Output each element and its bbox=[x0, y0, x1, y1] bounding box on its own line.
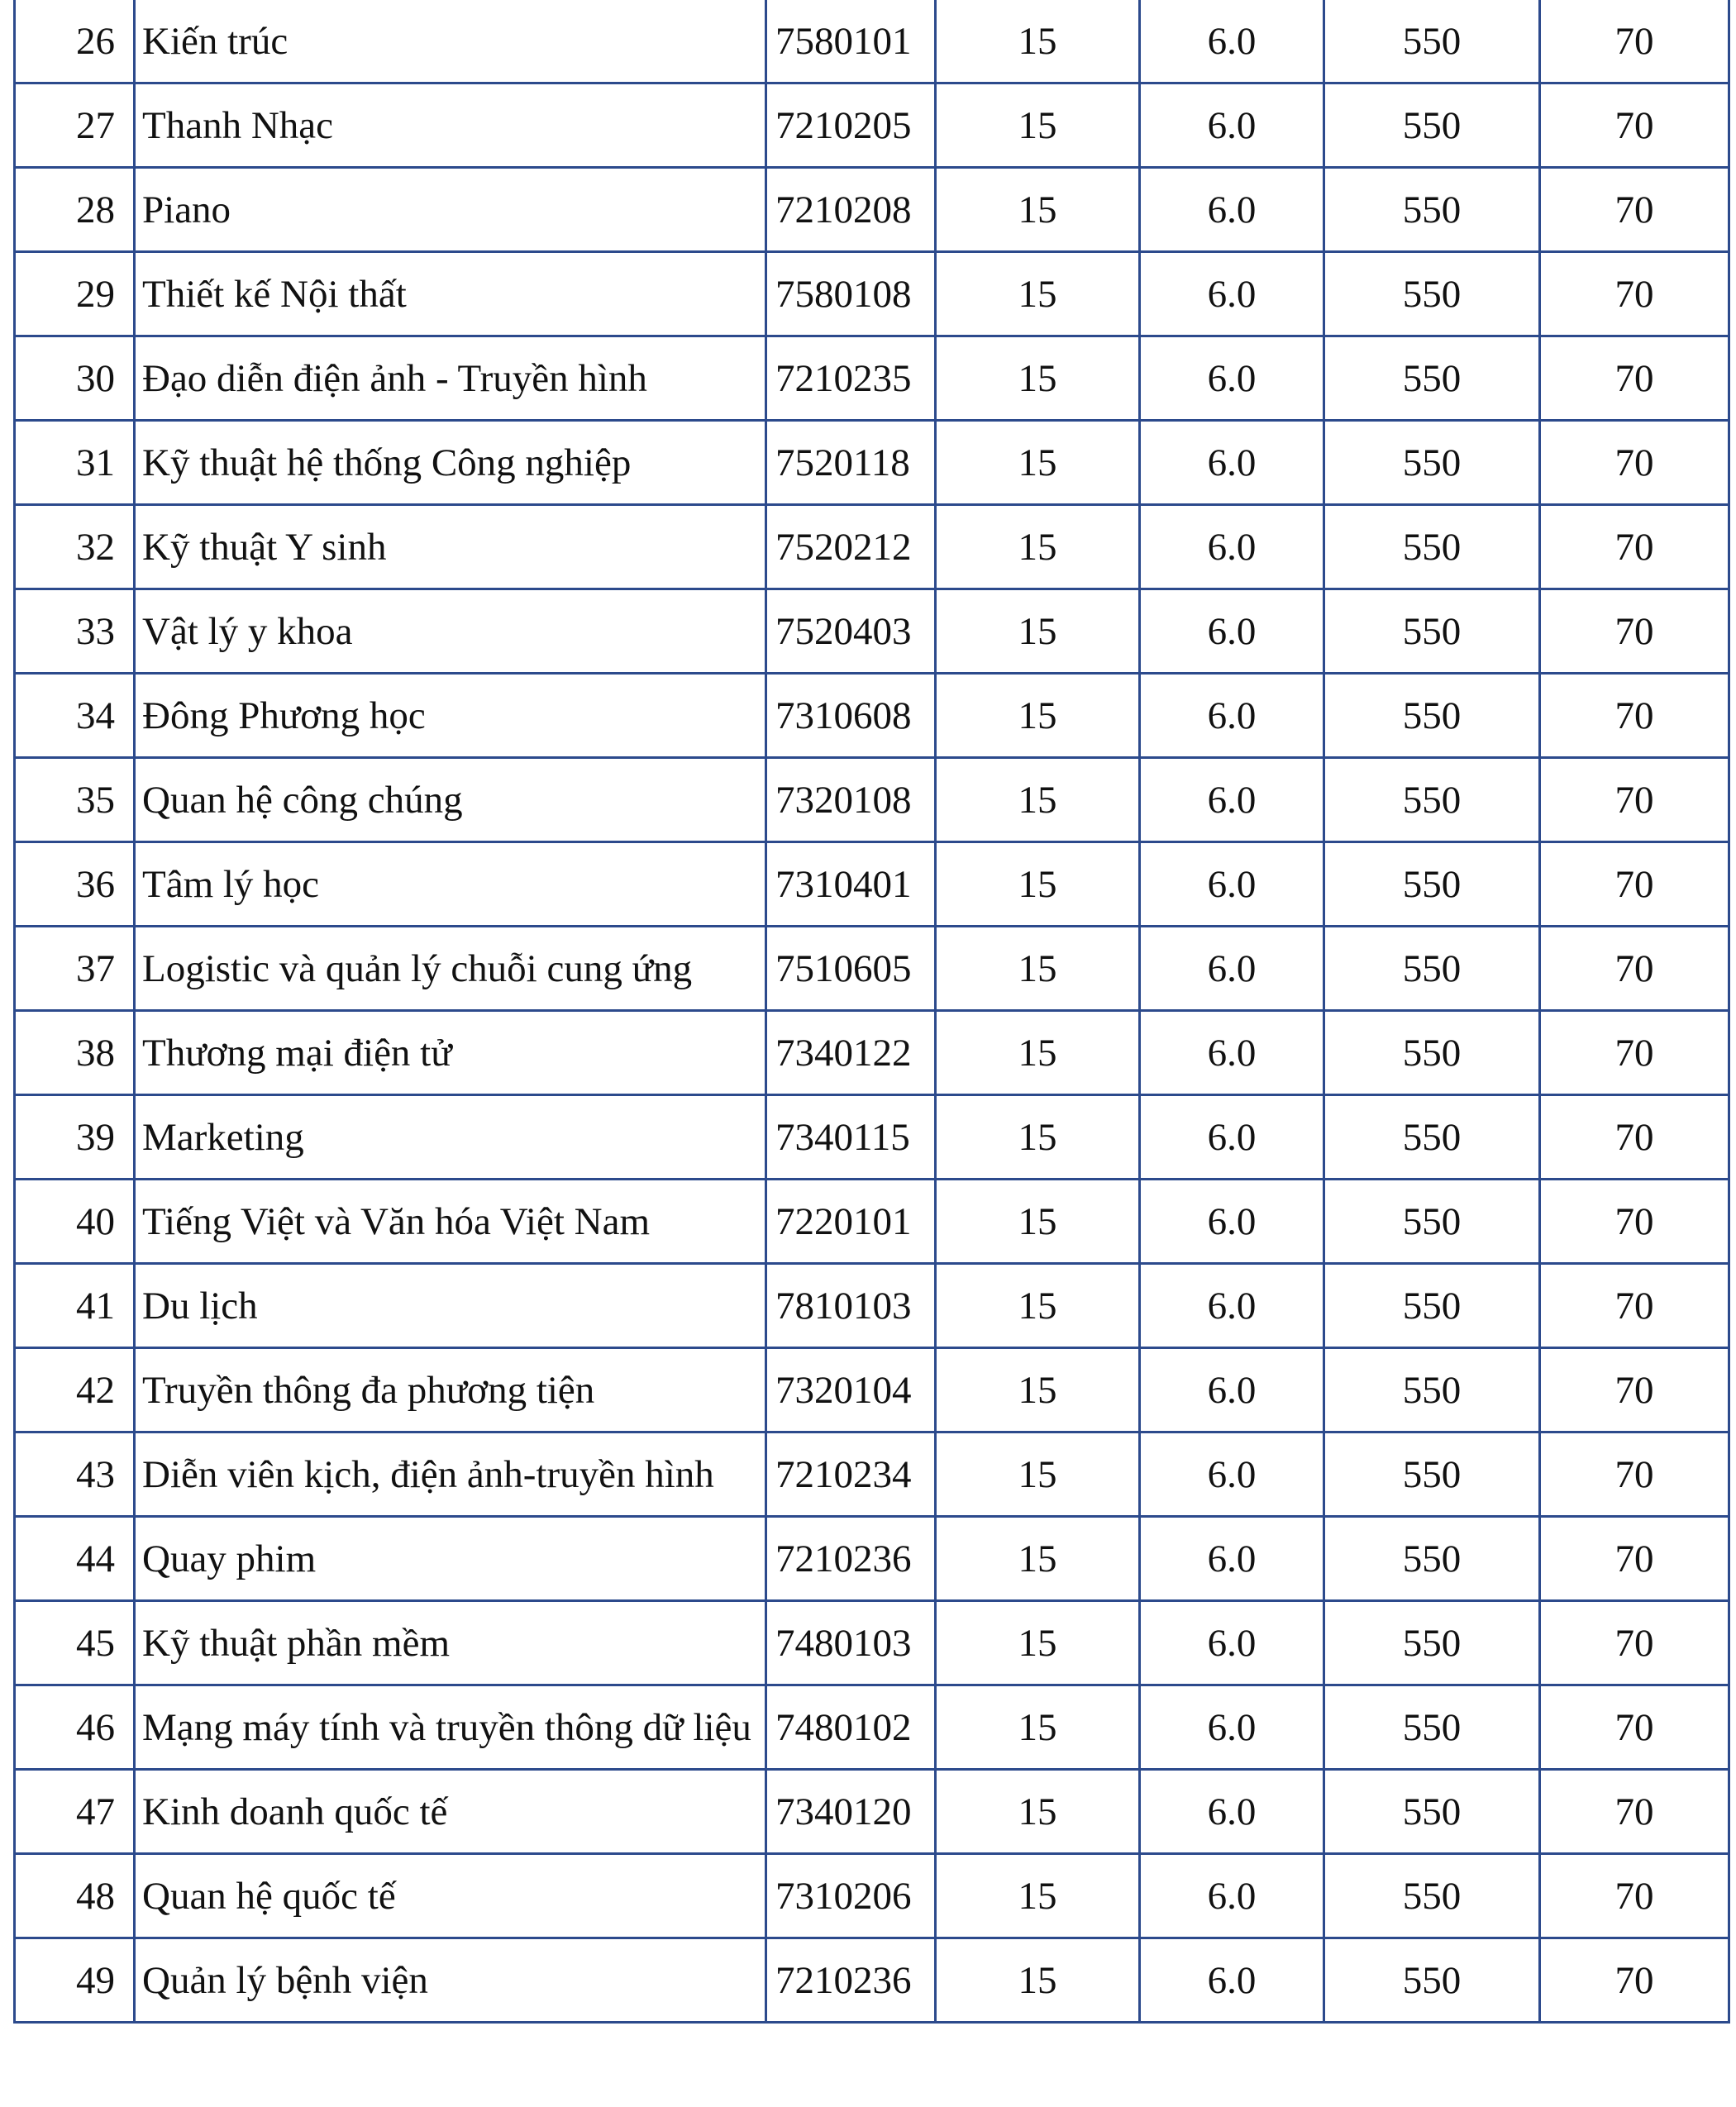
major-code-cell: 7520118 bbox=[766, 421, 936, 505]
row-number-cell: 33 bbox=[15, 589, 135, 674]
major-name-cell: Piano bbox=[135, 168, 766, 252]
quota-cell: 15 bbox=[936, 1685, 1140, 1770]
percent-cell: 70 bbox=[1540, 1685, 1729, 1770]
row-number-cell: 41 bbox=[15, 1264, 135, 1348]
table-row bbox=[15, 0, 1729, 83]
quota-cell: 15 bbox=[936, 589, 1140, 674]
major-code-cell: 7520403 bbox=[766, 589, 936, 674]
score-cell: 6.0 bbox=[1140, 168, 1324, 252]
percent-cell: 70 bbox=[1540, 589, 1729, 674]
quota-cell: 15 bbox=[936, 1517, 1140, 1601]
percent-cell: 70 bbox=[1540, 1770, 1729, 1854]
percent-cell: 70 bbox=[1540, 0, 1729, 83]
major-code-cell: 7320104 bbox=[766, 1348, 936, 1432]
points-cell: 550 bbox=[1324, 168, 1540, 252]
major-name-cell: Mạng máy tính và truyền thông dữ liệu bbox=[135, 1685, 766, 1770]
table-row bbox=[15, 1854, 1729, 1938]
major-code-cell: 7210205 bbox=[766, 83, 936, 168]
row-number-cell: 37 bbox=[15, 927, 135, 1011]
points-cell: 550 bbox=[1324, 1517, 1540, 1601]
percent-cell: 70 bbox=[1540, 674, 1729, 758]
score-cell: 6.0 bbox=[1140, 1095, 1324, 1180]
table-row bbox=[15, 1770, 1729, 1854]
table-row bbox=[15, 1264, 1729, 1348]
major-code-cell: 7310401 bbox=[766, 842, 936, 927]
percent-cell: 70 bbox=[1540, 1432, 1729, 1517]
row-number-cell: 43 bbox=[15, 1432, 135, 1517]
row-number-cell: 28 bbox=[15, 168, 135, 252]
score-cell: 6.0 bbox=[1140, 1854, 1324, 1938]
points-cell: 550 bbox=[1324, 842, 1540, 927]
score-cell: 6.0 bbox=[1140, 505, 1324, 589]
percent-cell: 70 bbox=[1540, 421, 1729, 505]
percent-cell: 70 bbox=[1540, 168, 1729, 252]
points-cell: 550 bbox=[1324, 1854, 1540, 1938]
major-code-cell: 7310608 bbox=[766, 674, 936, 758]
row-number-cell: 26 bbox=[15, 0, 135, 83]
table-row bbox=[15, 1011, 1729, 1095]
quota-cell: 15 bbox=[936, 1348, 1140, 1432]
table-row bbox=[15, 1095, 1729, 1180]
major-code-cell: 7480102 bbox=[766, 1685, 936, 1770]
major-code-cell: 7210236 bbox=[766, 1517, 936, 1601]
percent-cell: 70 bbox=[1540, 1601, 1729, 1685]
score-cell: 6.0 bbox=[1140, 1264, 1324, 1348]
quota-cell: 15 bbox=[936, 1180, 1140, 1264]
percent-cell: 70 bbox=[1540, 1348, 1729, 1432]
score-cell: 6.0 bbox=[1140, 927, 1324, 1011]
table-row bbox=[15, 927, 1729, 1011]
major-code-cell: 7510605 bbox=[766, 927, 936, 1011]
table-row bbox=[15, 589, 1729, 674]
row-number-cell: 49 bbox=[15, 1938, 135, 2023]
points-cell: 550 bbox=[1324, 1264, 1540, 1348]
table-row bbox=[15, 1180, 1729, 1264]
majors-table bbox=[13, 0, 1730, 2024]
table-row bbox=[15, 1938, 1729, 2023]
percent-cell: 70 bbox=[1540, 758, 1729, 842]
score-cell: 6.0 bbox=[1140, 1011, 1324, 1095]
quota-cell: 15 bbox=[936, 1011, 1140, 1095]
score-cell: 6.0 bbox=[1140, 1180, 1324, 1264]
table-row bbox=[15, 421, 1729, 505]
major-name-cell: Kỹ thuật phần mềm bbox=[135, 1601, 766, 1685]
table-row bbox=[15, 842, 1729, 927]
quota-cell: 15 bbox=[936, 1432, 1140, 1517]
percent-cell: 70 bbox=[1540, 1517, 1729, 1601]
points-cell: 550 bbox=[1324, 1938, 1540, 2023]
major-name-cell: Đạo diễn điện ảnh - Truyền hình bbox=[135, 336, 766, 421]
major-name-cell: Quan hệ quốc tế bbox=[135, 1854, 766, 1938]
score-cell: 6.0 bbox=[1140, 421, 1324, 505]
percent-cell: 70 bbox=[1540, 927, 1729, 1011]
points-cell: 550 bbox=[1324, 1348, 1540, 1432]
quota-cell: 15 bbox=[936, 1854, 1140, 1938]
percent-cell: 70 bbox=[1540, 252, 1729, 336]
score-cell: 6.0 bbox=[1140, 1938, 1324, 2023]
table-row bbox=[15, 674, 1729, 758]
row-number-cell: 48 bbox=[15, 1854, 135, 1938]
major-code-cell: 7310206 bbox=[766, 1854, 936, 1938]
major-name-cell: Đông Phương học bbox=[135, 674, 766, 758]
majors-table-body bbox=[15, 0, 1729, 2023]
quota-cell: 15 bbox=[936, 927, 1140, 1011]
percent-cell: 70 bbox=[1540, 1264, 1729, 1348]
quota-cell: 15 bbox=[936, 168, 1140, 252]
percent-cell: 70 bbox=[1540, 1095, 1729, 1180]
quota-cell: 15 bbox=[936, 421, 1140, 505]
percent-cell: 70 bbox=[1540, 1011, 1729, 1095]
score-cell: 6.0 bbox=[1140, 842, 1324, 927]
points-cell: 550 bbox=[1324, 0, 1540, 83]
points-cell: 550 bbox=[1324, 1432, 1540, 1517]
major-code-cell: 7580101 bbox=[766, 0, 936, 83]
score-cell: 6.0 bbox=[1140, 1685, 1324, 1770]
score-cell: 6.0 bbox=[1140, 1517, 1324, 1601]
major-name-cell: Quản lý bệnh viện bbox=[135, 1938, 766, 2023]
table-row bbox=[15, 758, 1729, 842]
major-name-cell: Du lịch bbox=[135, 1264, 766, 1348]
major-name-cell: Marketing bbox=[135, 1095, 766, 1180]
points-cell: 550 bbox=[1324, 674, 1540, 758]
row-number-cell: 31 bbox=[15, 421, 135, 505]
percent-cell: 70 bbox=[1540, 83, 1729, 168]
quota-cell: 15 bbox=[936, 1095, 1140, 1180]
row-number-cell: 40 bbox=[15, 1180, 135, 1264]
row-number-cell: 36 bbox=[15, 842, 135, 927]
score-cell: 6.0 bbox=[1140, 0, 1324, 83]
major-name-cell: Thanh Nhạc bbox=[135, 83, 766, 168]
points-cell: 550 bbox=[1324, 421, 1540, 505]
points-cell: 550 bbox=[1324, 758, 1540, 842]
table-row bbox=[15, 168, 1729, 252]
major-name-cell: Kiến trúc bbox=[135, 0, 766, 83]
table-row bbox=[15, 505, 1729, 589]
row-number-cell: 27 bbox=[15, 83, 135, 168]
score-cell: 6.0 bbox=[1140, 1432, 1324, 1517]
major-name-cell: Kỹ thuật Y sinh bbox=[135, 505, 766, 589]
major-name-cell: Tiếng Việt và Văn hóa Việt Nam bbox=[135, 1180, 766, 1264]
row-number-cell: 30 bbox=[15, 336, 135, 421]
quota-cell: 15 bbox=[936, 842, 1140, 927]
row-number-cell: 32 bbox=[15, 505, 135, 589]
points-cell: 550 bbox=[1324, 589, 1540, 674]
table-row bbox=[15, 1517, 1729, 1601]
major-name-cell: Kinh doanh quốc tế bbox=[135, 1770, 766, 1854]
major-name-cell: Diễn viên kịch, điện ảnh-truyền hình bbox=[135, 1432, 766, 1517]
row-number-cell: 47 bbox=[15, 1770, 135, 1854]
points-cell: 550 bbox=[1324, 1180, 1540, 1264]
major-code-cell: 7340122 bbox=[766, 1011, 936, 1095]
points-cell: 550 bbox=[1324, 83, 1540, 168]
row-number-cell: 34 bbox=[15, 674, 135, 758]
major-code-cell: 7210235 bbox=[766, 336, 936, 421]
points-cell: 550 bbox=[1324, 336, 1540, 421]
quota-cell: 15 bbox=[936, 1601, 1140, 1685]
points-cell: 550 bbox=[1324, 1011, 1540, 1095]
score-cell: 6.0 bbox=[1140, 1348, 1324, 1432]
major-code-cell: 7220101 bbox=[766, 1180, 936, 1264]
quota-cell: 15 bbox=[936, 1264, 1140, 1348]
major-name-cell: Thương mại điện tử bbox=[135, 1011, 766, 1095]
table-row bbox=[15, 83, 1729, 168]
points-cell: 550 bbox=[1324, 1685, 1540, 1770]
major-name-cell: Kỹ thuật hệ thống Công nghiệp bbox=[135, 421, 766, 505]
score-cell: 6.0 bbox=[1140, 674, 1324, 758]
row-number-cell: 44 bbox=[15, 1517, 135, 1601]
percent-cell: 70 bbox=[1540, 1938, 1729, 2023]
points-cell: 550 bbox=[1324, 505, 1540, 589]
row-number-cell: 29 bbox=[15, 252, 135, 336]
row-number-cell: 35 bbox=[15, 758, 135, 842]
table-row bbox=[15, 1601, 1729, 1685]
table-row bbox=[15, 252, 1729, 336]
quota-cell: 15 bbox=[936, 674, 1140, 758]
table-row bbox=[15, 1685, 1729, 1770]
percent-cell: 70 bbox=[1540, 842, 1729, 927]
percent-cell: 70 bbox=[1540, 505, 1729, 589]
major-code-cell: 7210234 bbox=[766, 1432, 936, 1517]
quota-cell: 15 bbox=[936, 252, 1140, 336]
score-cell: 6.0 bbox=[1140, 252, 1324, 336]
major-name-cell: Logistic và quản lý chuỗi cung ứng bbox=[135, 927, 766, 1011]
row-number-cell: 39 bbox=[15, 1095, 135, 1180]
score-cell: 6.0 bbox=[1140, 758, 1324, 842]
quota-cell: 15 bbox=[936, 758, 1140, 842]
major-code-cell: 7520212 bbox=[766, 505, 936, 589]
major-name-cell: Truyền thông đa phương tiện bbox=[135, 1348, 766, 1432]
major-name-cell: Thiết kế Nội thất bbox=[135, 252, 766, 336]
row-number-cell: 38 bbox=[15, 1011, 135, 1095]
table-row bbox=[15, 1432, 1729, 1517]
quota-cell: 15 bbox=[936, 505, 1140, 589]
quota-cell: 15 bbox=[936, 1770, 1140, 1854]
percent-cell: 70 bbox=[1540, 1854, 1729, 1938]
major-code-cell: 7480103 bbox=[766, 1601, 936, 1685]
major-name-cell: Vật lý y khoa bbox=[135, 589, 766, 674]
quota-cell: 15 bbox=[936, 336, 1140, 421]
points-cell: 550 bbox=[1324, 252, 1540, 336]
quota-cell: 15 bbox=[936, 1938, 1140, 2023]
row-number-cell: 46 bbox=[15, 1685, 135, 1770]
table-row bbox=[15, 336, 1729, 421]
table-row bbox=[15, 1348, 1729, 1432]
major-name-cell: Tâm lý học bbox=[135, 842, 766, 927]
row-number-cell: 45 bbox=[15, 1601, 135, 1685]
score-cell: 6.0 bbox=[1140, 1770, 1324, 1854]
major-code-cell: 7320108 bbox=[766, 758, 936, 842]
major-name-cell: Quay phim bbox=[135, 1517, 766, 1601]
major-name-cell: Quan hệ công chúng bbox=[135, 758, 766, 842]
admission-table-page bbox=[13, 0, 1728, 2024]
score-cell: 6.0 bbox=[1140, 336, 1324, 421]
major-code-cell: 7810103 bbox=[766, 1264, 936, 1348]
points-cell: 550 bbox=[1324, 1095, 1540, 1180]
percent-cell: 70 bbox=[1540, 1180, 1729, 1264]
score-cell: 6.0 bbox=[1140, 83, 1324, 168]
points-cell: 550 bbox=[1324, 927, 1540, 1011]
points-cell: 550 bbox=[1324, 1601, 1540, 1685]
major-code-cell: 7210236 bbox=[766, 1938, 936, 2023]
major-code-cell: 7340115 bbox=[766, 1095, 936, 1180]
percent-cell: 70 bbox=[1540, 336, 1729, 421]
points-cell: 550 bbox=[1324, 1770, 1540, 1854]
score-cell: 6.0 bbox=[1140, 1601, 1324, 1685]
quota-cell: 15 bbox=[936, 0, 1140, 83]
major-code-cell: 7210208 bbox=[766, 168, 936, 252]
quota-cell: 15 bbox=[936, 83, 1140, 168]
score-cell: 6.0 bbox=[1140, 589, 1324, 674]
row-number-cell: 42 bbox=[15, 1348, 135, 1432]
major-code-cell: 7580108 bbox=[766, 252, 936, 336]
major-code-cell: 7340120 bbox=[766, 1770, 936, 1854]
